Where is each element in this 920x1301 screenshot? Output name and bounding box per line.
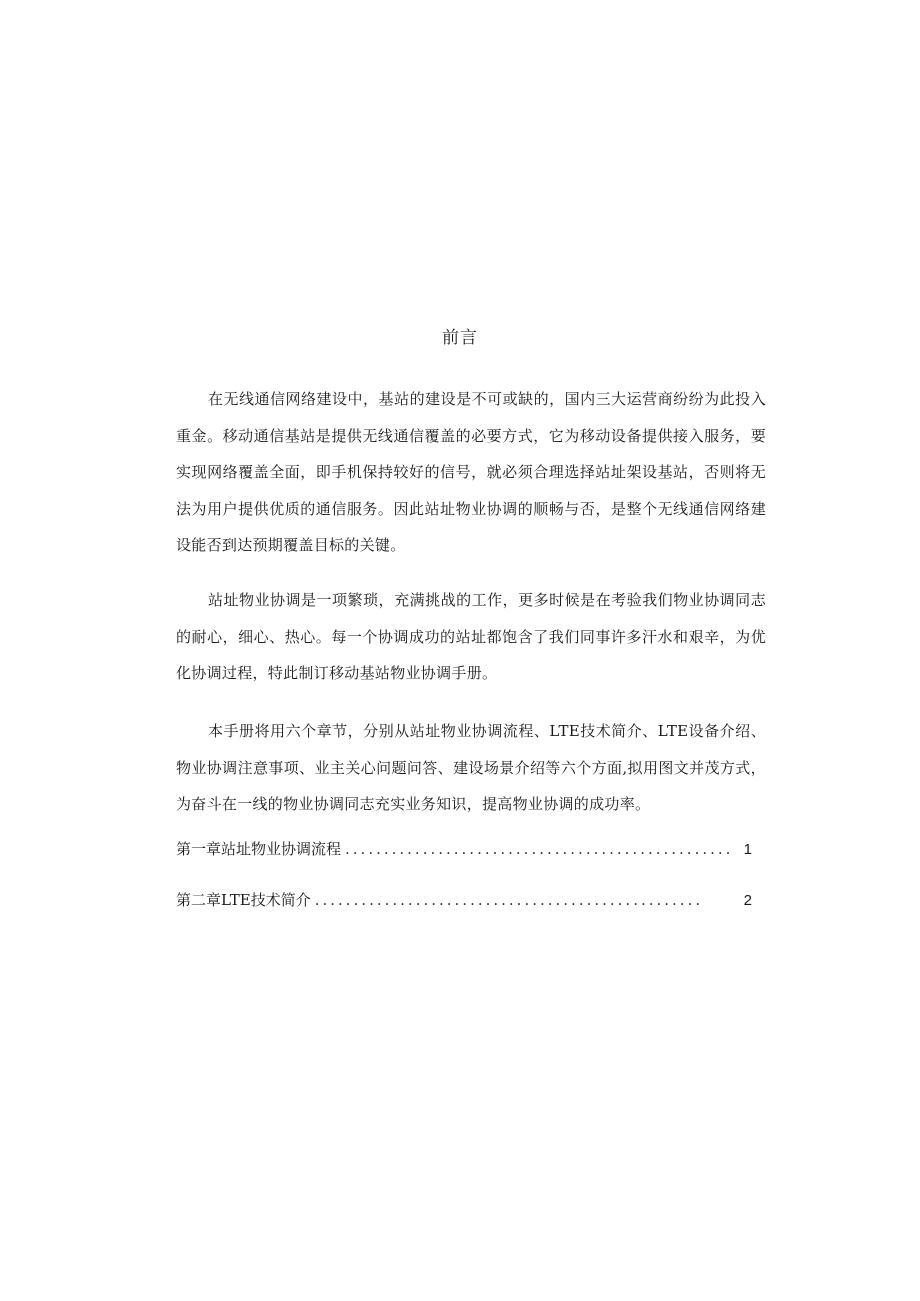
paragraph-structure: 本手册将用六个章节，分别从站址物业协调流程、LTE技术简介、LTE设备介绍、物业协调注意事项、业主关心问题问答、建设场景介绍等六个方面,拟用图文并茂方式，为奋斗在一线的物业协调同志充实业务知识，提高物业协调的成功率。 [176, 722, 766, 813]
page-title: 前言 [442, 328, 478, 348]
toc-dot-leader: .................................................. [314, 891, 704, 909]
toc-page-number: 2 [743, 892, 752, 909]
toc-entry-chapter-1[interactable] [176, 838, 752, 861]
toc-entry-label: 第二章LTE技术简介 [176, 891, 311, 909]
paragraph-intro: 在无线通信网络建设中，基站的建设是不可或缺的，国内三大运营商纷纷为此投入重金。移动通信基站是提供无线通信覆盖的必要方式，它为移动设备提供接入服务，要实现网络覆盖全面，即手机保持较好的信号，就必须合理选择站址架设基站，否则将无法为用户提供优质的通信服务。因此站址物业协调的顺畅与否，是整个无线通信网络建设能否到达预期覆盖目标的关键。 [176, 390, 766, 554]
toc-entry-label: 第一章站址物业协调流程 [176, 840, 342, 858]
toc-entry-chapter-2[interactable] [176, 889, 752, 912]
toc-dot-leader: .................................................. [345, 840, 734, 858]
toc-page-number: 1 [743, 841, 752, 858]
paragraph-purpose: 站址物业协调是一项繁琐，充满挑战的工作，更多时候是在考验我们物业协调同志的耐心，细心、热心。每一个协调成功的站址都饱含了我们同事许多汗水和艰辛，为优化协调过程，特此制订移动基站物业协调手册。 [176, 591, 766, 682]
